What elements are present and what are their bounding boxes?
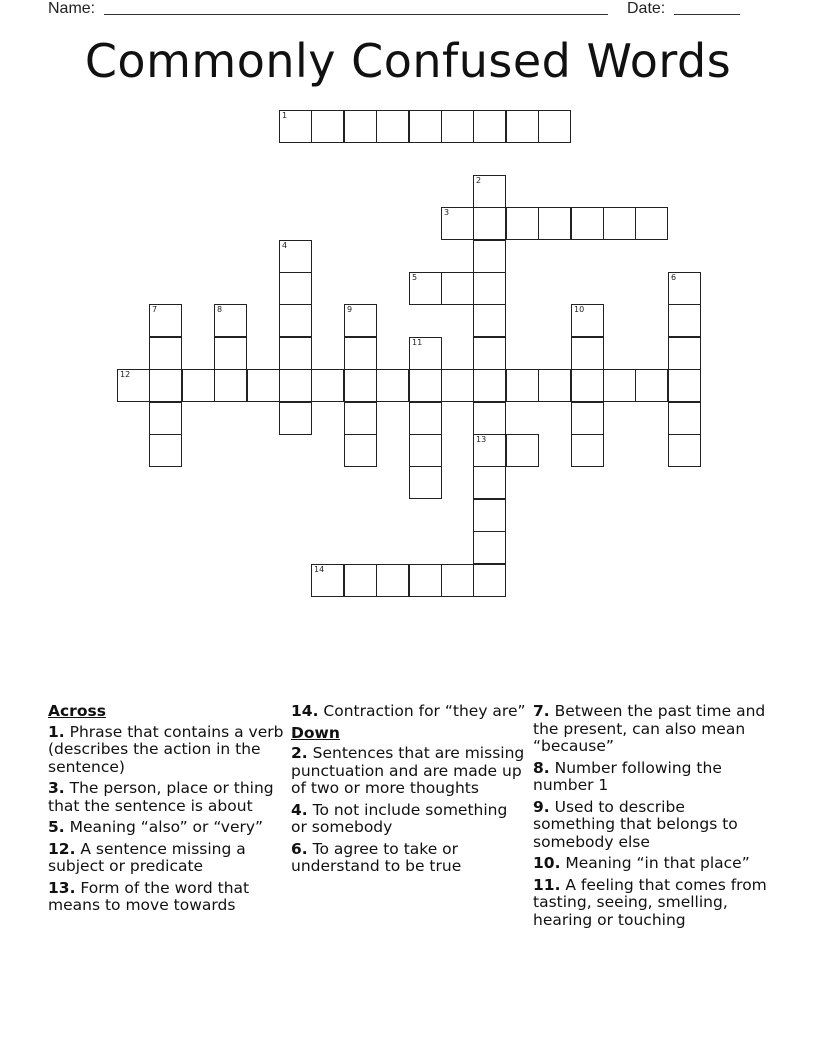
clue-item-number: 13. [48,878,76,897]
crossword-cell[interactable] [668,369,701,402]
clue-item-text: A feeling that comes from tasting, seeing, smelling, hearing or touching [533,875,767,929]
crossword-cell[interactable] [409,369,442,402]
clue-item [48,880,284,915]
crossword-cell[interactable] [571,369,604,402]
crossword-cell[interactable] [279,240,312,273]
crossword-cell[interactable] [473,466,506,499]
clue-item-number: 5. [48,818,65,836]
crossword-cell[interactable] [473,499,506,532]
clue-number: 5 [412,273,418,282]
clue-item [48,841,284,876]
crossword-cell[interactable] [149,434,182,467]
crossword-cell[interactable] [279,272,312,305]
name-label: Name: [48,0,96,17]
clue-item-number: 3. [48,779,65,797]
clue-item [48,724,284,777]
clues-column-3 [533,703,769,933]
crossword-cell[interactable] [311,110,344,143]
clue-item-text: Phrase that contains a verb (describes the action in the sentence) [48,722,284,776]
crossword-cell[interactable] [279,369,312,402]
crossword-cell[interactable] [344,564,377,597]
crossword-cell[interactable] [473,531,506,564]
crossword-cell[interactable] [668,272,701,305]
clue-item [533,799,769,852]
crossword-cell[interactable] [473,240,506,273]
clue-number: 6 [671,273,677,282]
clue-item-text: To agree to take or understand to be true [291,839,462,875]
crossword-cell[interactable] [635,369,668,402]
crossword-cell[interactable] [603,369,636,402]
crossword-cell[interactable] [473,402,506,435]
crossword-cell[interactable] [571,207,604,240]
crossword-cell[interactable] [668,337,701,370]
crossword-cell[interactable] [149,369,182,402]
clue-item-number: 8. [533,758,550,777]
clue-number: 13 [476,435,487,444]
date-label: Date: [627,0,666,17]
crossword-cell[interactable] [473,369,506,402]
crossword-cell[interactable] [279,110,312,143]
crossword-cell[interactable] [668,304,701,337]
crossword-cell[interactable] [603,207,636,240]
crossword-cell[interactable] [571,402,604,435]
clue-item-number: 12. [48,839,76,858]
crossword-cell[interactable] [279,337,312,370]
clue-item [48,819,284,837]
clues-column-1 [48,703,284,919]
crossword-cell[interactable] [279,402,312,435]
clue-item-number: 9. [533,797,550,816]
crossword-cell[interactable] [473,110,506,143]
clue-number: 3 [444,208,450,217]
crossword-cell[interactable] [473,337,506,370]
clue-item [533,855,769,873]
crossword-cell[interactable] [506,369,539,402]
crossword-cell[interactable] [376,110,409,143]
clues-column-2 [291,703,527,880]
clue-item [48,780,284,815]
clue-item [291,745,527,798]
crossword-cell[interactable] [538,110,571,143]
clue-item-text: Meaning “in that place” [560,854,750,872]
crossword-cell[interactable] [506,207,539,240]
crossword-cell[interactable] [409,337,442,370]
clue-item-text: Number following the number 1 [533,758,722,794]
crossword-cell[interactable] [571,304,604,337]
crossword-cell[interactable] [635,207,668,240]
crossword-cell[interactable] [344,402,377,435]
clue-number: 7 [152,305,158,314]
clue-item-text: Meaning “also” or “very” [64,818,264,836]
clue-number: 1 [282,111,288,120]
crossword-cell[interactable] [182,369,215,402]
crossword-cell[interactable] [409,564,442,597]
crossword-cell[interactable] [311,369,344,402]
clue-item [533,703,769,756]
crossword-cell[interactable] [344,434,377,467]
clue-number: 8 [217,305,223,314]
crossword-cell[interactable] [538,207,571,240]
crossword-cell[interactable] [409,272,442,305]
crossword-cell[interactable] [473,272,506,305]
crossword-cell[interactable] [473,304,506,337]
clue-number: 9 [347,305,353,314]
crossword-cell[interactable] [409,434,442,467]
crossword-cell[interactable] [409,402,442,435]
crossword-cell[interactable] [376,369,409,402]
crossword-cell[interactable] [473,175,506,208]
crossword-cell[interactable] [441,564,474,597]
crossword-cell[interactable] [441,272,474,305]
crossword-cell[interactable] [117,369,150,402]
clue-item [533,877,769,930]
crossword-cell[interactable] [441,110,474,143]
crossword-cell[interactable] [344,369,377,402]
clue-item-number: 2. [291,744,308,762]
clue-item-text: Sentences that are missing punctuation and are made up of two or more thoughts [291,744,525,797]
clue-number: 11 [412,338,423,347]
page-title: Commonly Confused Words [84,34,732,88]
crossword-cell[interactable] [409,466,442,499]
crossword-cell[interactable] [149,337,182,370]
clue-item-number: 4. [291,800,308,819]
clue-item-text: Used to describe something that belongs to somebody else [533,797,738,851]
clue-item-number: 7. [533,702,550,720]
crossword-cell[interactable] [344,110,377,143]
crossword-cell[interactable] [214,369,247,402]
clue-item-text: To not include something or somebody [291,800,508,836]
crossword-cell[interactable] [279,304,312,337]
crossword-cell[interactable] [473,564,506,597]
crossword-cell[interactable] [149,304,182,337]
crossword-cell[interactable] [214,337,247,370]
crossword-cell[interactable] [571,434,604,467]
clue-item-number: 10. [533,854,561,872]
clue-item-text: Form of the word that means to move towards [48,878,250,914]
clue-number: 2 [476,176,482,185]
crossword-cell[interactable] [344,337,377,370]
clue-item-number: 14. [291,702,319,720]
clue-number: 10 [574,305,585,314]
crossword-cell[interactable] [441,207,474,240]
crossword-cell[interactable] [311,564,344,597]
crossword-cell[interactable] [473,207,506,240]
crossword-cell[interactable] [149,402,182,435]
across-heading: Across [48,702,106,720]
clue-item-number: 11. [533,875,561,894]
clue-number: 4 [282,241,288,250]
clue-item-text: The person, place or thing that the sentence is about [48,779,274,815]
crossword-cell[interactable] [409,110,442,143]
clue-item-number: 1. [48,722,65,741]
crossword-cell[interactable] [538,369,571,402]
clue-item [291,841,527,876]
clue-item-text: Contraction for “they are” [318,702,526,720]
clue-item [291,703,527,721]
clue-item [533,760,769,795]
crossword-cell[interactable] [441,369,474,402]
crossword-cell[interactable] [214,304,247,337]
crossword-cell[interactable] [247,369,280,402]
clue-number: 12 [120,370,131,379]
clue-number: 14 [314,565,325,574]
down-heading: Down [291,723,340,742]
clue-item-number: 6. [291,839,308,858]
crossword-cell[interactable] [668,402,701,435]
crossword-cell[interactable] [506,110,539,143]
clue-item-text: Between the past time and the present, can also mean “because” [533,702,766,755]
crossword-cell[interactable] [668,434,701,467]
crossword-cell[interactable] [506,434,539,467]
clue-item [291,802,527,837]
clue-item-text: A sentence missing a subject or predicate [48,839,246,875]
crossword-cell[interactable] [344,304,377,337]
crossword-cell[interactable] [473,434,506,467]
crossword-cell[interactable] [571,337,604,370]
crossword-cell[interactable] [376,564,409,597]
